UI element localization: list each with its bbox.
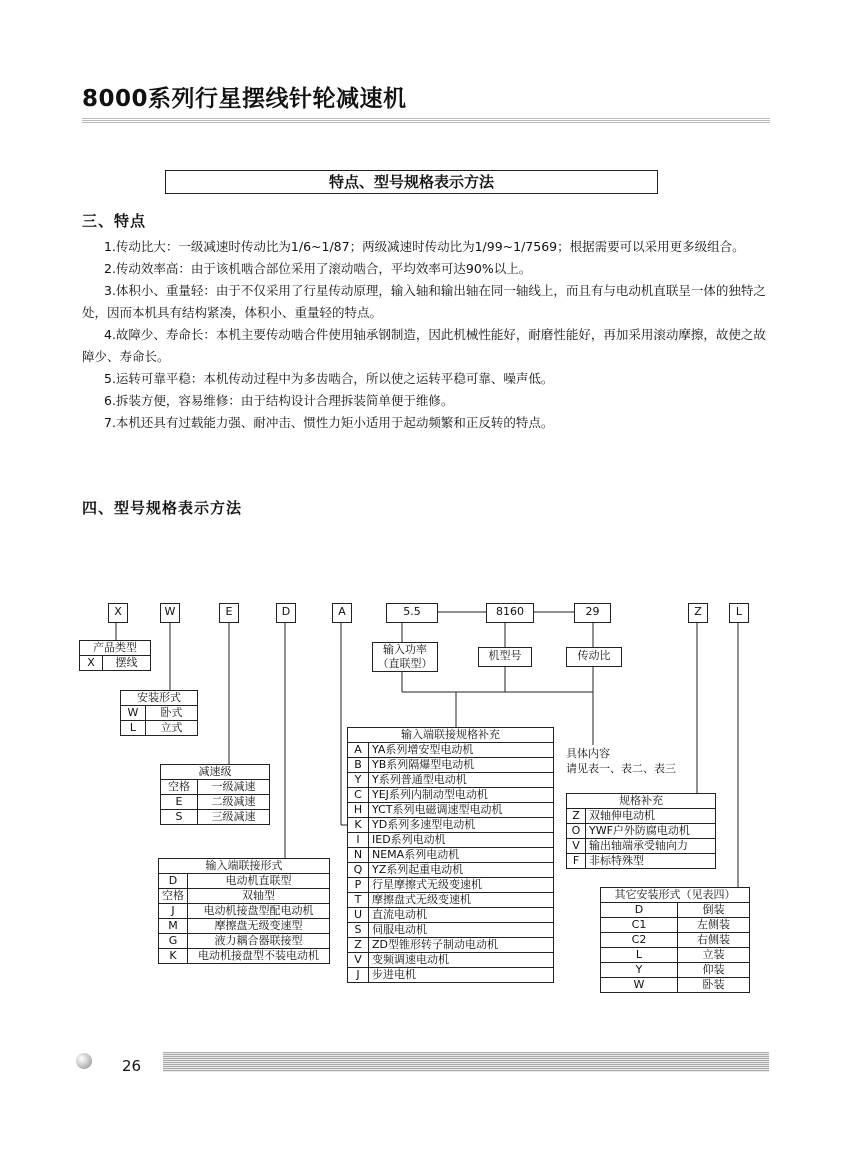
table-row: S 伺服电动机 <box>348 923 554 938</box>
table-title: 规格补充 <box>567 794 716 809</box>
table-row: K 电动机接盘型不装电动机 <box>159 949 330 964</box>
table-row: K YD系列多速型电动机 <box>348 818 554 833</box>
table-row: E 二级减速 <box>161 795 270 810</box>
table-row: C2 右侧装 <box>601 933 750 948</box>
table-row: 空格 一级减速 <box>161 780 270 795</box>
table-row: B YB系列隔爆型电动机 <box>348 758 554 773</box>
feature-item: 4.故障少、寿命长：本机主要传动啮合件使用轴承钢制造，因此机械性能好，耐磨性能好，再加采用滚动摩擦，故使之故障少、寿命长。 <box>82 327 766 364</box>
table-row: L 立式 <box>121 721 198 736</box>
code-box-power: 5.5 <box>386 603 438 623</box>
table-title: 安装形式 <box>121 691 198 706</box>
table-title: 输入端联接规格补充 <box>348 728 554 743</box>
code-box-x: X <box>108 603 128 623</box>
mount-table <box>120 690 198 736</box>
page-title: 8000系列行星摆线针轮减速机 <box>82 86 407 112</box>
input-spec-table <box>347 727 554 983</box>
table-row: V 输出轴端承受轴向力 <box>567 839 716 854</box>
table-row: J 步进电机 <box>348 968 554 983</box>
table-title: 减速级 <box>161 765 270 780</box>
table-row: V 变频调速电动机 <box>348 953 554 968</box>
table-row: Y 仰装 <box>601 963 750 978</box>
footer-bar <box>163 1052 769 1072</box>
code-box-d: D <box>276 603 296 623</box>
footer-ball-icon <box>76 1053 92 1069</box>
code-box-w: W <box>160 603 180 623</box>
table-row: Y Y系列普通型电动机 <box>348 773 554 788</box>
table-row: C1 左侧装 <box>601 918 750 933</box>
stage-table <box>160 764 270 825</box>
feature-item: 1.传动比大：一级减速时传动比为1/6~1/87；两级减速时传动比为1/99~1/7569；根据需要可以采用更多级组合。 <box>104 239 745 254</box>
table-row: W 卧式 <box>121 706 198 721</box>
table-row: J 电动机接盘型配电动机 <box>159 904 330 919</box>
feature-item: 6.拆装方便，容易维修：由于结构设计合理拆装简单便于维修。 <box>104 393 454 408</box>
table-row: D 电动机直联型 <box>159 874 330 889</box>
table-title: 输入端联接形式 <box>159 859 330 874</box>
table-row: H YCT系列电磁调速型电动机 <box>348 803 554 818</box>
feature-item: 3.体积小、重量轻：由于不仅采用了行星传动原理，输入轴和输出轴在同一轴线上，而且有与电动机直联呈一体的独特之处，因而本机具有结构紧凑，体积小、重量轻的特点。 <box>82 283 766 320</box>
product-type-table <box>79 640 151 671</box>
feature-item: 7.本机还具有过载能力强、耐冲击、惯性力矩小适用于起动频繁和正反转的特点。 <box>104 415 554 430</box>
table-title: 其它安装形式（见表四） <box>601 888 750 903</box>
table-row: N NEMA系列电动机 <box>348 848 554 863</box>
power-label: 输入功率 （直联型） <box>372 642 438 672</box>
detail-note: 具体内容 请见表一、表二、表三 <box>566 747 676 775</box>
table-row: M 摩擦盘无级变速型 <box>159 919 330 934</box>
table-row: 空格 双轴型 <box>159 889 330 904</box>
code-box-z: Z <box>688 603 708 623</box>
spec-supplement-table <box>566 793 716 869</box>
table-row: T 摩擦盘式无级变速机 <box>348 893 554 908</box>
code-box-a: A <box>332 603 352 623</box>
other-mount-table <box>600 887 750 993</box>
table-row: W 卧装 <box>601 978 750 993</box>
feature-item: 5.运转可靠平稳：本机传动过程中为多齿啮合，所以使之运转平稳可靠、噪声低。 <box>104 371 554 386</box>
frame-label: 机型号 <box>478 647 532 667</box>
table-row: G 液力耦合器联接型 <box>159 934 330 949</box>
input-connection-table <box>158 858 330 964</box>
spec-heading: 四、型号规格表示方法 <box>82 499 243 517</box>
table-row: F 非标特殊型 <box>567 854 716 869</box>
features-heading: 三、特点 <box>82 212 147 230</box>
code-box-frame: 8160 <box>486 603 534 623</box>
code-box-e: E <box>219 603 239 623</box>
table-row: U 直流电动机 <box>348 908 554 923</box>
table-row: L 立装 <box>601 948 750 963</box>
section-banner: 特点、型号规格表示方法 <box>165 170 658 194</box>
ratio-label: 传动比 <box>566 647 622 667</box>
page-number: 26 <box>122 1057 142 1075</box>
table-row: I IED系列电动机 <box>348 833 554 848</box>
code-box-ratio: 29 <box>574 603 611 623</box>
table-row: X 摆线 <box>80 656 151 671</box>
table-row: A YA系列增安型电动机 <box>348 743 554 758</box>
feature-item: 2.传动效率高：由于该机啮合部位采用了滚动啮合，平均效率可达90%以上。 <box>104 261 532 276</box>
table-row: O YWF户外防腐电动机 <box>567 824 716 839</box>
table-row: S 三级减速 <box>161 810 270 825</box>
table-title: 产品类型 <box>80 641 151 656</box>
code-box-l: L <box>729 603 749 623</box>
table-row: P 行星摩擦式无级变速机 <box>348 878 554 893</box>
table-row: Z 双轴伸电动机 <box>567 809 716 824</box>
table-row: Q YZ系列起重电动机 <box>348 863 554 878</box>
table-row: C YEJ系列内制动型电动机 <box>348 788 554 803</box>
table-row: Z ZD型锥形转子制动电动机 <box>348 938 554 953</box>
table-row: D 倒装 <box>601 903 750 918</box>
